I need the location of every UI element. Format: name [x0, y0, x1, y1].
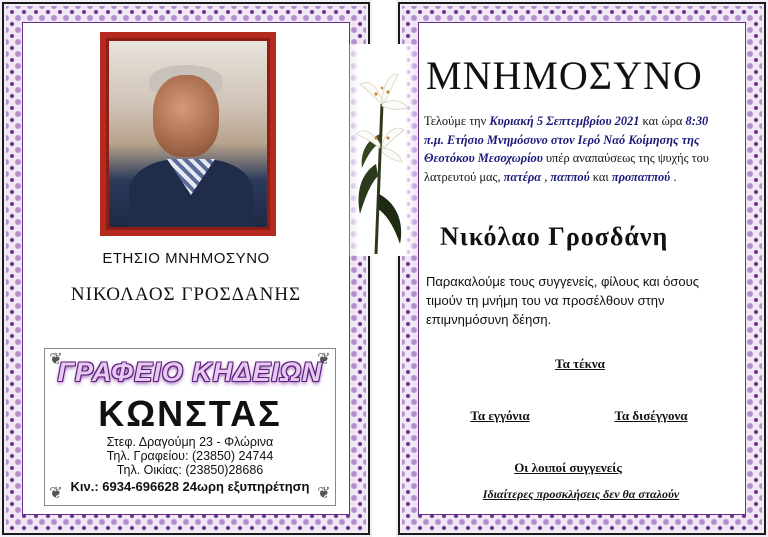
- portrait-frame: [100, 32, 276, 236]
- signature-grandchildren: Τα εγγόνια: [470, 408, 530, 423]
- corner-ornament-icon: ❦: [317, 351, 331, 368]
- memorial-title: ΜΝΗΜΟΣΥΝΟ: [426, 53, 703, 98]
- announcement-text: υπέρ αναπαύσεως της ψυχής του λατρευτού μας,: [424, 151, 709, 184]
- memorial-card-left: [0, 0, 372, 537]
- funeral-home-brand: ΓΡΑΦΕΙΟ ΚΗΔΕΙΩΝ: [57, 357, 323, 387]
- announcement-text: ,: [541, 169, 551, 184]
- announcement-emphasis: 8:30 π.μ. Ετήσιο Μνημόσυνο στον Ιερό Ναό Κοίμησης της Θεοτόκου Μεσοχωρίου: [424, 114, 709, 166]
- deceased-name-accusative: Νικόλαο Γροσδάνη: [440, 222, 669, 251]
- funeral-home-address: Στεφ. Δραγούμη 23 - Φλώρινα: [106, 435, 274, 449]
- memorial-subtitle: ΕΤΗΣΙΟ ΜΝΗΜΟΣΥΝΟ: [102, 250, 270, 267]
- funeral-home-mobile: Κιν.: 6934-696628 24ωρη εξυπηρέτηση: [70, 479, 310, 494]
- announcement-emphasis: προπαππού: [611, 169, 671, 184]
- invitation-text: Παρακαλούμε τους συγγενείς, φίλους και όσους τιμούν τη μνήμη του να προσέλθουν στην επιμνημόσυνη δέηση.: [426, 274, 700, 327]
- signature-children: Τα τέκνα: [555, 356, 605, 371]
- deceased-name: ΝΙΚΟΛΑΟΣ ΓΡΟΣΔΑΝΗΣ: [70, 284, 302, 305]
- announcement-emphasis: παππού: [550, 169, 590, 184]
- announcement-emphasis: Κυριακή 5 Σεπτεμβρίου 2021: [489, 114, 640, 128]
- funeral-home-home-phone: Τηλ. Οικίας: (23850)28686: [116, 463, 264, 477]
- funeral-home-name: ΚΩΝΣΤΑΣ: [98, 393, 282, 434]
- announcement-emphasis: πατέρα: [503, 169, 542, 184]
- signature-relatives: Οι λοιποί συγγενείς: [514, 460, 622, 475]
- portrait-photo: [109, 41, 267, 227]
- no-invitations-note: Ιδιαίτερες προσκλήσεις δεν θα σταλούν: [482, 487, 680, 501]
- memorial-announcement: [424, 112, 720, 186]
- announcement-text: και: [589, 169, 612, 184]
- corner-ornament-icon: ❦: [49, 351, 63, 368]
- announcement-text: και ώρα: [639, 114, 686, 128]
- announcement-text: Τελούμε την: [424, 114, 490, 128]
- corner-ornament-icon: ❦: [49, 485, 63, 502]
- signature-great-grandchildren: Τα δισέγγονα: [614, 408, 688, 423]
- funeral-home-ad: [44, 348, 336, 506]
- lily-flower-image: [346, 44, 418, 256]
- announcement-text: .: [670, 169, 677, 184]
- funeral-home-office-phone: Τηλ. Γραφείου: (23850) 24744: [106, 449, 274, 463]
- corner-ornament-icon: ❦: [317, 485, 331, 502]
